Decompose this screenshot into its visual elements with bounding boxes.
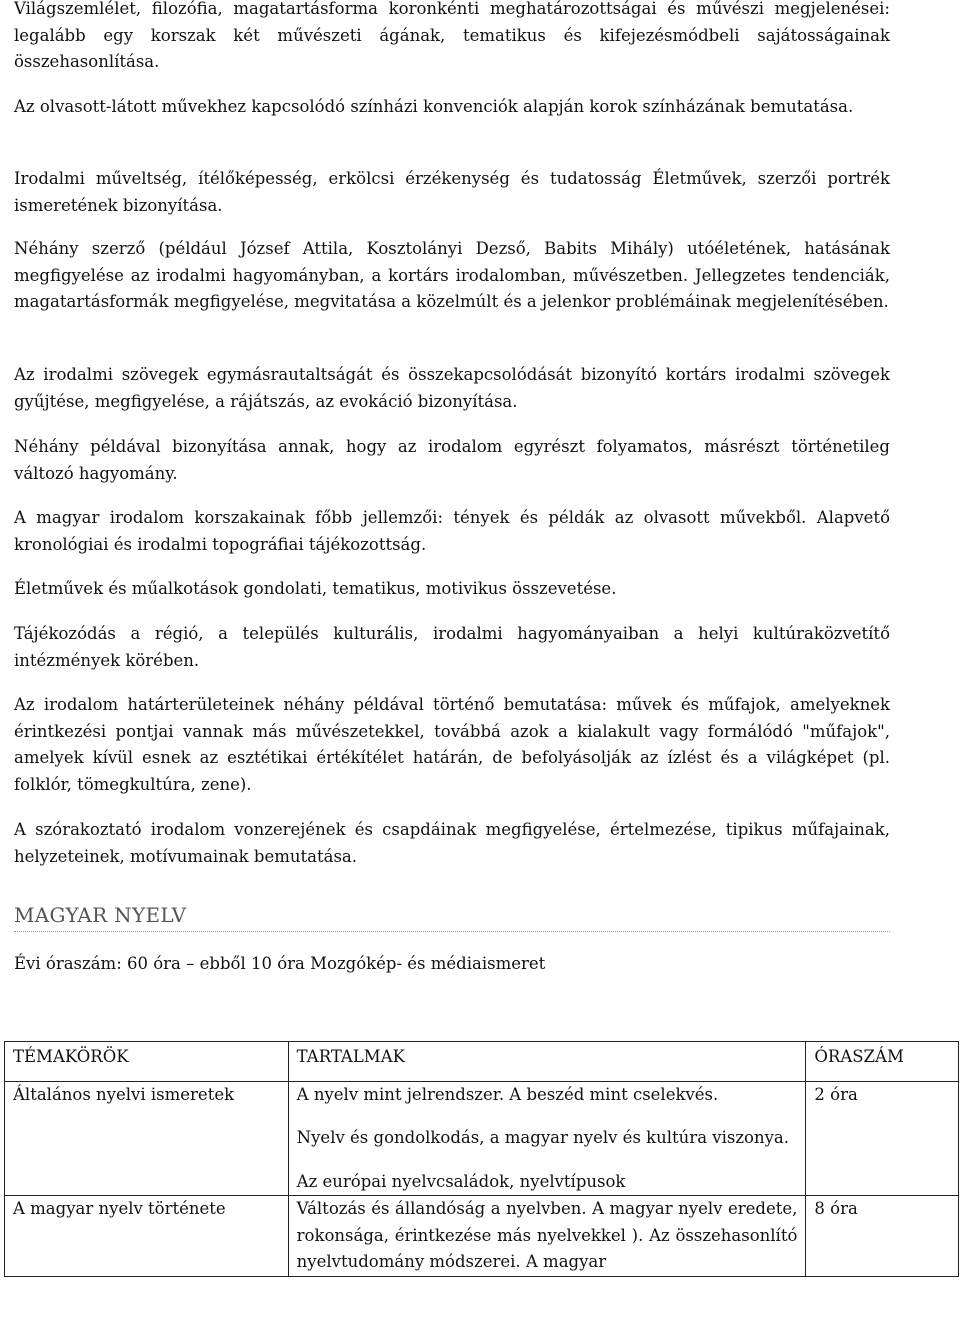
paragraph: Az irodalom határterületeinek néhány példával történő bemutatása: művek és műfajok, amelyeknek érintkezési pontjai vannak más művészetekkel, továbbá azok a kialakult vagy formálódó "műfajok", amelyek kívül esnek az esztétikai értékítélet határán, de befolyásolják az ízlést és a világképet (pl. folklór, tömegkultúra, zene). xyxy=(14,695,890,794)
table-row xyxy=(5,1081,959,1196)
hours-cell: 2 óra xyxy=(806,1081,959,1196)
paragraph: Néhány példával bizonyítása annak, hogy az irodalom egyrészt folyamatos, másrészt történetileg változó hagyomány. xyxy=(14,437,890,483)
annual-hours: Évi óraszám: 60 óra – ebből 10 óra Mozgókép- és médiaismeret xyxy=(14,954,546,973)
syllabus-table xyxy=(4,1041,959,1277)
contents-cell xyxy=(288,1196,806,1277)
topic-cell: Általános nyelvi ismeretek xyxy=(5,1081,289,1196)
hours-cell: 8 óra xyxy=(806,1196,959,1277)
paragraph: Néhány szerző (például József Attila, Kosztolányi Dezső, Babits Mihály) utóéletének, hatásának megfigyelése az irodalmi hagyományban, a kortárs irodalomban, művészetben. Jellegzetes tendenciák, magatartásformák megfigyelése, megvitatása a közelmúlt és a jelenkor problémáinak megjelenítésében. xyxy=(14,239,890,311)
header-hours: ÓRASZÁM xyxy=(806,1042,959,1082)
table-header-row xyxy=(5,1042,959,1082)
topic-cell: A magyar nyelv története xyxy=(5,1196,289,1277)
paragraph: Irodalmi műveltség, ítélőképesség, erkölcsi érzékenység és tudatosság Életművek, szerzői portrék ismeretének bizonyítása. xyxy=(14,169,890,215)
header-topics: TÉMAKÖRÖK xyxy=(5,1042,289,1082)
paragraph: Világszemlélet, filozófia, magatartásforma koronkénti meghatározottságai és művészi megjelenései: legalább egy korszak két művészeti ágának, tematikus és kifejezésmódbeli sajátosságainak összehasonlítása. xyxy=(14,0,890,71)
contents-cell xyxy=(288,1081,806,1196)
paragraph: Életművek és műalkotások gondolati, tematikus, motivikus összevetése. xyxy=(14,579,617,598)
content-item: Változás és állandóság a nyelvben. A magyar nyelv eredete, rokonsága, érintkezése más nyelvekkel ). Az összehasonlító nyelvtudomány módszerei. A magyar xyxy=(296,1199,798,1271)
paragraph: Tájékozódás a régió, a település kulturális, irodalmi hagyományaiban a helyi kultúraközvetítő intézmények körében. xyxy=(14,624,890,670)
header-contents: TARTALMAK xyxy=(288,1042,806,1082)
section-heading: MAGYAR NYELV xyxy=(14,900,890,932)
paragraph: Az olvasott-látott művekhez kapcsolódó színházi konvenciók alapján korok színházának bemutatása. xyxy=(14,97,854,116)
paragraph: A szórakoztató irodalom vonzerejének és csapdáinak megfigyelése, értelmezése, tipikus műfajainak, helyzeteinek, motívumainak bemutatása. xyxy=(14,820,890,866)
table-row xyxy=(5,1196,959,1277)
paragraph: Az irodalmi szövegek egymásrautaltságát és összekapcsolódását bizonyító kortárs irodalmi szövegek gyűjtése, megfigyelése, a rájátszás, az evokáció bizonyítása. xyxy=(14,365,890,411)
content-item: A nyelv mint jelrendszer. A beszéd mint cselekvés. xyxy=(296,1084,719,1104)
content-item: Nyelv és gondolkodás, a magyar nyelv és kultúra viszonya. xyxy=(296,1128,790,1147)
content-item: Az európai nyelvcsaládok, nyelvtípusok xyxy=(296,1171,626,1191)
paragraph: A magyar irodalom korszakainak főbb jellemzői: tények és példák az olvasott művekből. Alapvető kronológiai és irodalmi topográfiai tájékozottság. xyxy=(14,508,890,554)
